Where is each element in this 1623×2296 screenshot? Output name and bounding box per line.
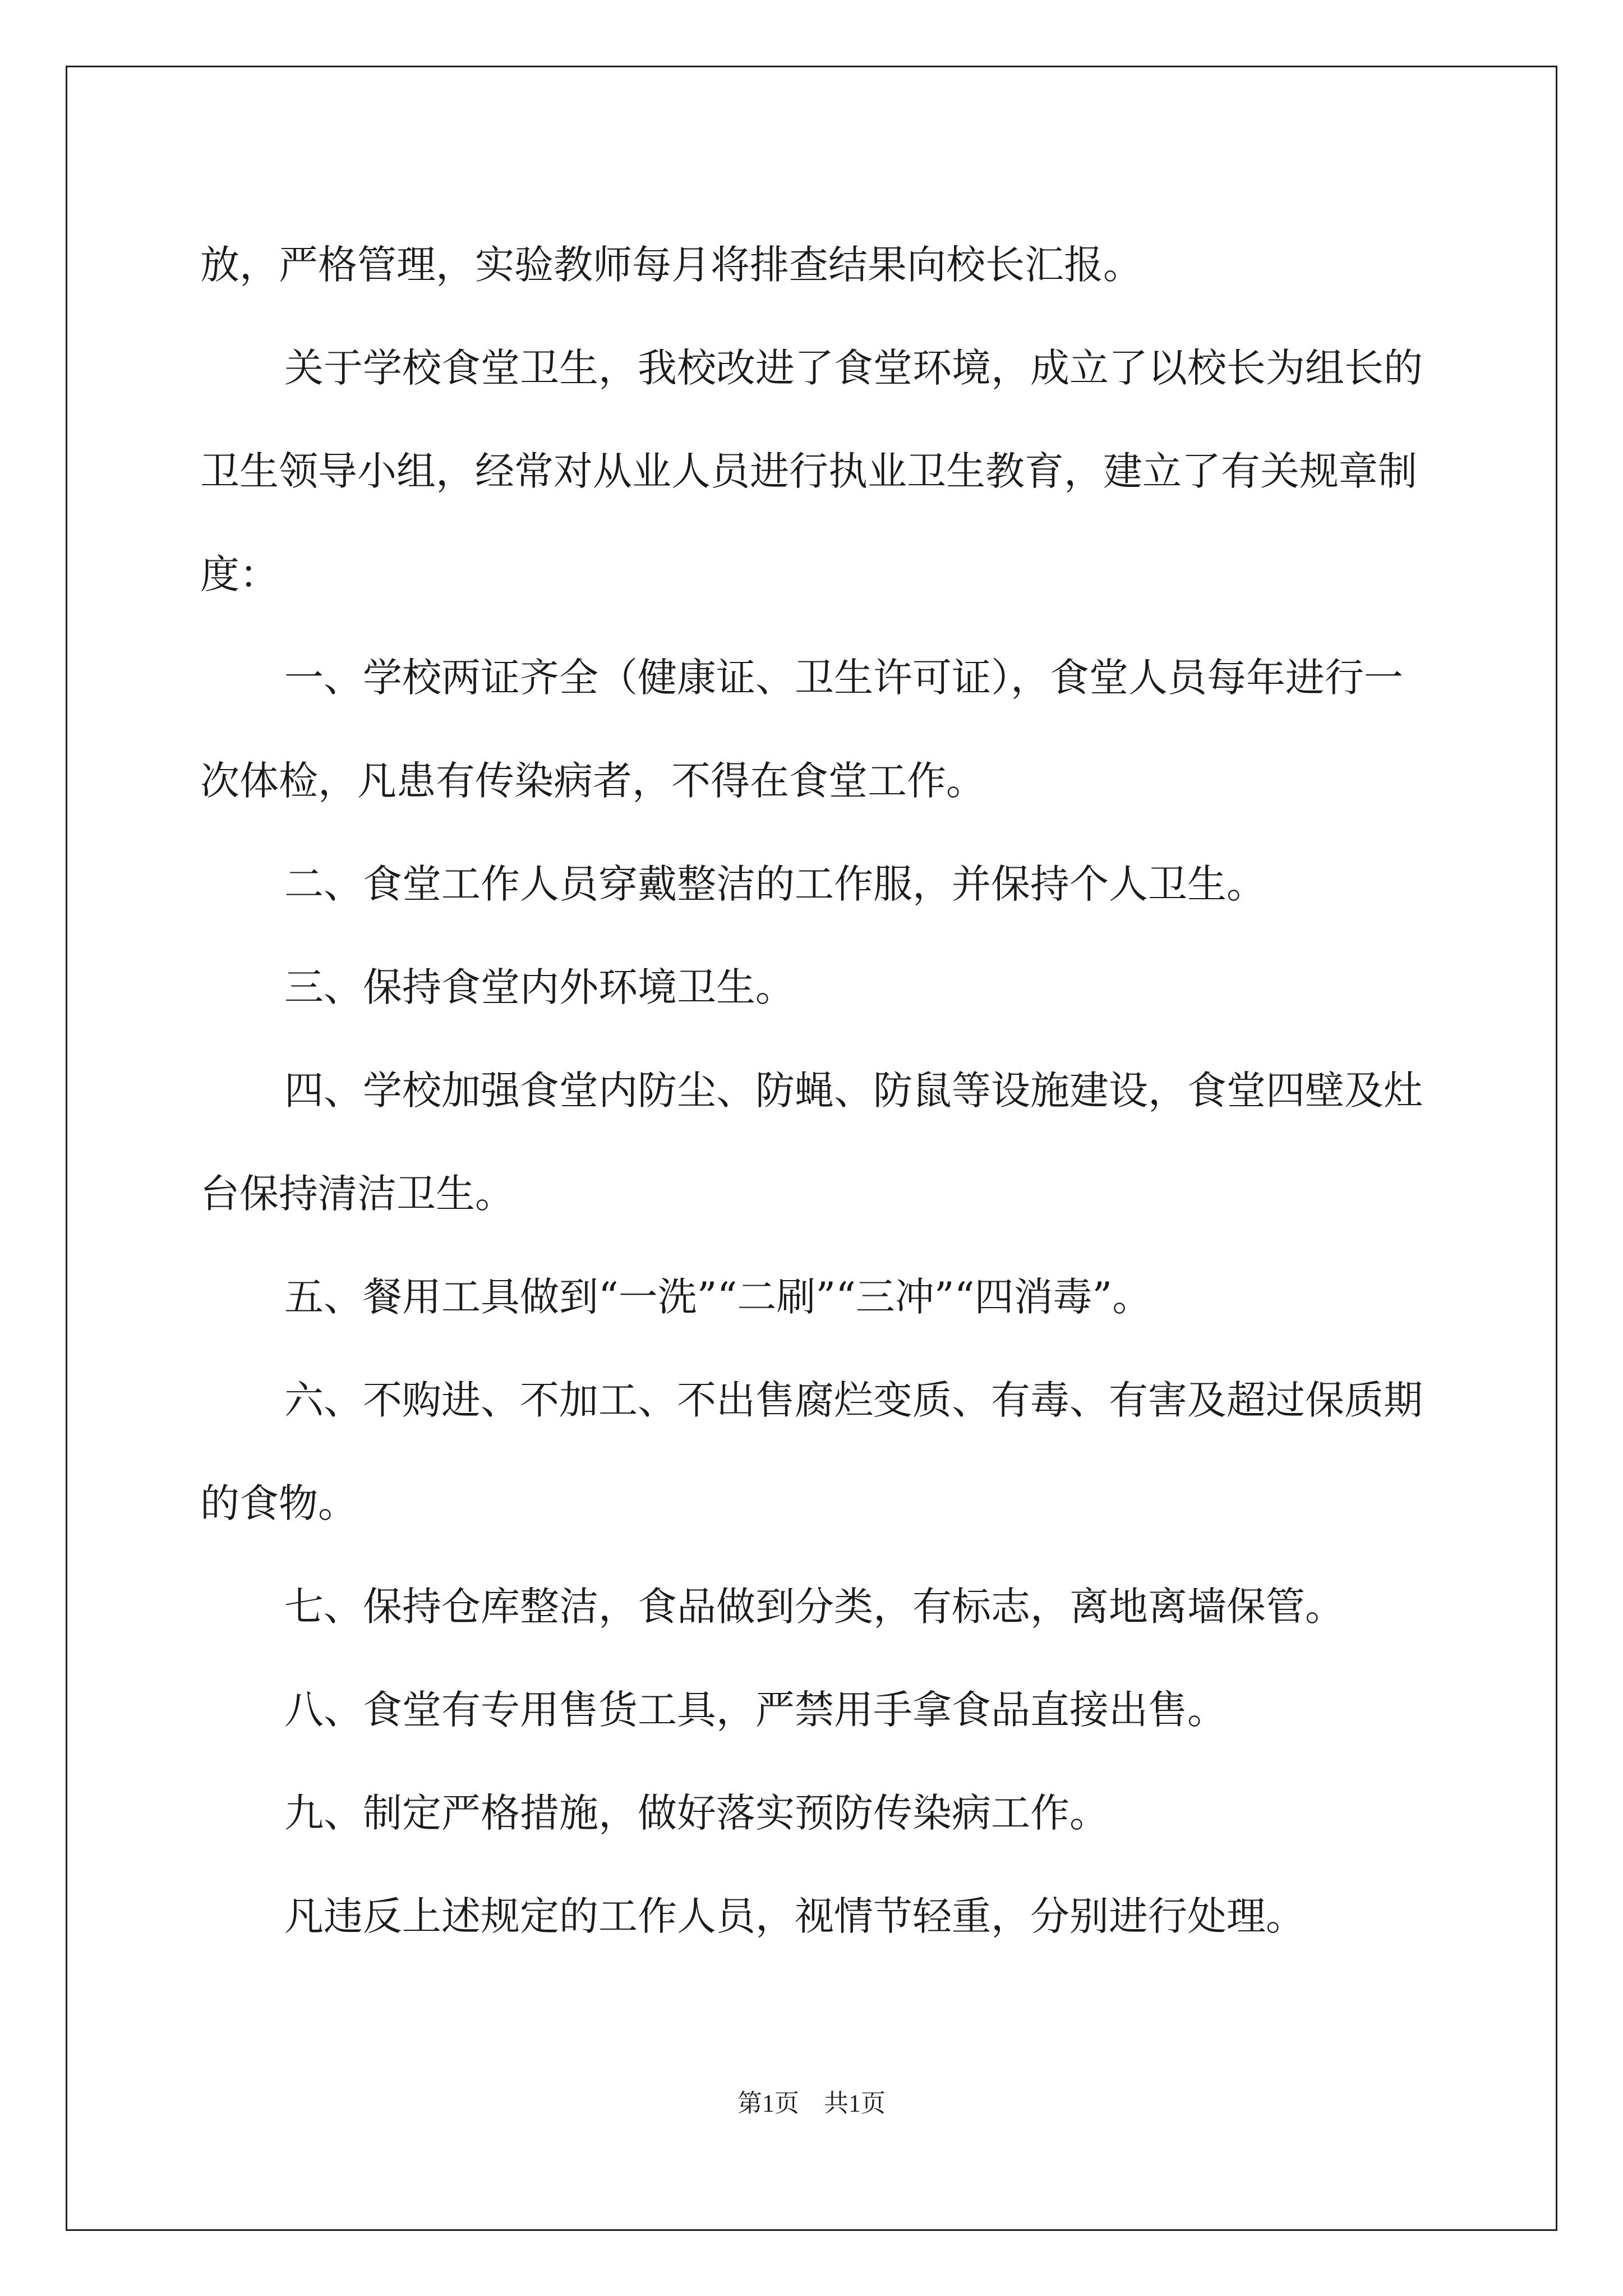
paragraph: 六、不购进、不加工、不出售腐烂变质、有毒、有害及超过保质期的食物。 bbox=[200, 1377, 1423, 1526]
paragraph: 八、食堂有专用售货工具，严禁用手拿食品直接出售。 bbox=[284, 1687, 1227, 1733]
paragraph: 四、学校加强食堂内防尘、防蝇、防鼠等设施建设，食堂四壁及灶台保持清洁卫生。 bbox=[200, 1068, 1423, 1217]
paragraph: 五、餐用工具做到“一洗”“二刷”“三冲”“四消毒”。 bbox=[284, 1274, 1152, 1320]
paragraph: 放，严格管理，实验教师每月将排查结果向校长汇报。 bbox=[200, 242, 1142, 288]
paragraph: 七、保持仓库整洁，食品做到分类，有标志，离地离墙保管。 bbox=[284, 1584, 1344, 1630]
paragraph: 二、食堂工作人员穿戴整洁的工作服，并保持个人卫生。 bbox=[284, 861, 1266, 907]
page-footer: 第1页 共1页 bbox=[737, 2090, 886, 2117]
paragraph: 九、制定严格措施，做好落实预防传染病工作。 bbox=[284, 1790, 1109, 1836]
paragraph: 凡违反上述规定的工作人员，视情节轻重，分别进行处理。 bbox=[284, 1893, 1305, 1939]
paragraph: 关于学校食堂卫生，我校改进了食堂环境，成立了以校长为组长的卫生领导小组，经常对从业人员进行执业卫生教育，建立了有关规章制度： bbox=[200, 345, 1423, 597]
document-body bbox=[200, 213, 1428, 1968]
paragraph: 一、学校两证齐全（健康证、卫生许可证），食堂人员每年进行一次体检，凡患有传染病者，不得在食堂工作。 bbox=[200, 655, 1403, 804]
paragraph: 三、保持食堂内外环境卫生。 bbox=[284, 964, 795, 1010]
